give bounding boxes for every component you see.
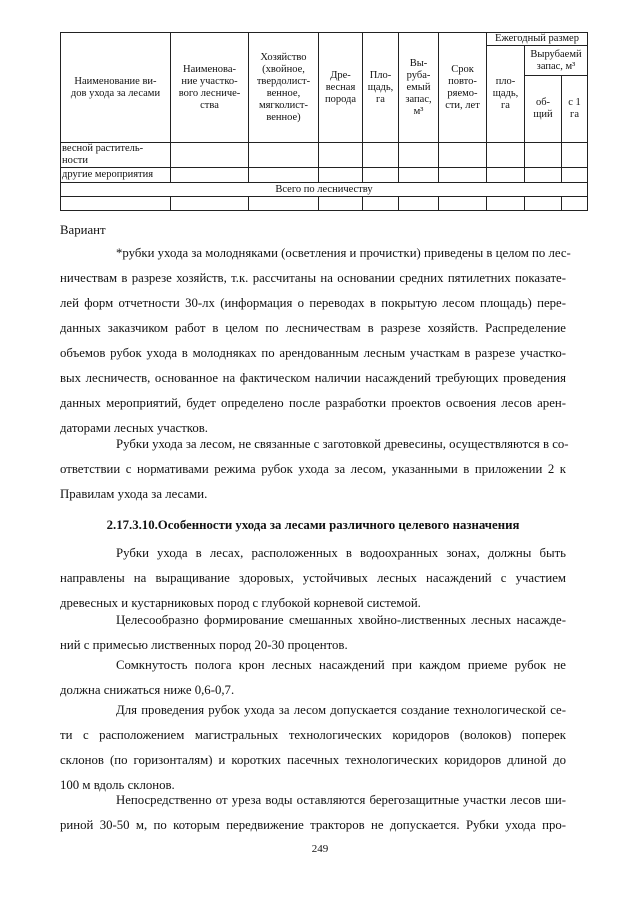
total-row-label: Всего по лесничеству	[61, 183, 588, 197]
paragraph-canopy: Сомкнутость полога крон лесных насаждений при каждом приеме рубок не должна снижаться ниже 0,6-0,7.	[60, 658, 566, 697]
header-economy: Хозяйство (хвойное, твердолист- венное, мягколист- венное)	[249, 33, 319, 143]
header-forestry-name: Наименова- ние участко- вого лесниче- ства	[171, 33, 249, 143]
page-number: 249	[311, 843, 329, 855]
paragraph-mixed-stands: Целесообразно формирование смешанных хвойно-лиственных лесных насажде- ний с примесью лиственных пород 20-30 процентов.	[60, 613, 566, 652]
row-label: другие мероприятия	[61, 168, 171, 183]
header-care-type: Наименование ви- дов ухода за лесами	[61, 33, 171, 143]
paragraph-care-norms: Рубки ухода за лесом, не связанные с заготовкой древесины, осуществляются в со- ответствии с нормативами режима рубок ухода за лесом, указанными в приложении 2 к Правилам ухода за лесами.	[60, 437, 569, 501]
header-area: Пло- щадь, га	[363, 33, 399, 143]
header-volume: Вы- руба- емый запас, м³	[399, 33, 439, 143]
paragraph-water-zones: Рубки ухода в лесах, расположенных в водоохранных зонах, должны быть направлены на выращивание здоровых, устойчивых лесных насаждений с участием древесных и кустарниковых пород с глубокой корневой системой.	[60, 546, 566, 610]
header-annual-size: Ежегодный размер	[487, 33, 588, 46]
variant-label: Вариант	[60, 223, 106, 237]
paragraph-shore-protection: Непосредственно от уреза воды оставляются берегозащитные участки лесов ши- риной 30-50 м, по которым передвижение тракторов не допускается. Рубки ухода про-	[60, 793, 566, 832]
header-total: об- щий	[525, 76, 562, 143]
paragraph-tech-network: Для проведения рубок ухода за лесом допускается создание технологической се- ти с расположением магистральных технологических коридоров (волоков) поперек склонов (по горизонталям) и коротких пасечных технологических коридоров длиной до 100 м вдоль склонов.	[60, 703, 566, 792]
header-cut-volume: Вырубаемй запас, м³	[525, 46, 588, 76]
total-row	[61, 183, 588, 197]
table-row	[61, 168, 588, 183]
header-species: Дре- весная порода	[319, 33, 363, 143]
section-heading: 2.17.3.10.Особенности ухода за лесами различного целевого назначения	[106, 518, 520, 532]
table-row	[61, 197, 588, 211]
header-repeat-period: Срок повто- ряемо- сти, лет	[439, 33, 487, 143]
forest-care-table	[60, 32, 588, 211]
header-per-ha: с 1 га	[562, 76, 588, 143]
paragraph-young-stands: *рубки ухода за молодняками (осветления и прочистки) приведены в целом по лес- ничествам в разрезе хозяйств, т.к. рассчитаны на основании средних пятилетних показате- лей форм отчетности 30-лх (информация о переводах в покрытую лесом площадь) пере- данных заказчиком работ в целом по лесничествам в разрезе хозяйств. Распределение объемов рубок ухода в молодняках по арендованным лесным участкам в разрезе участко- вых лесничеств, основанное на фактическом наличии насаждений требующих проведения данных мероприятий, будет определено после разработки проектов освоения лесов арен- даторами лесных участков.	[60, 246, 571, 435]
row-label: весной раститель- ности	[61, 143, 171, 168]
table-row	[61, 143, 588, 168]
header-annual-area: пло- щадь, га	[487, 46, 525, 143]
